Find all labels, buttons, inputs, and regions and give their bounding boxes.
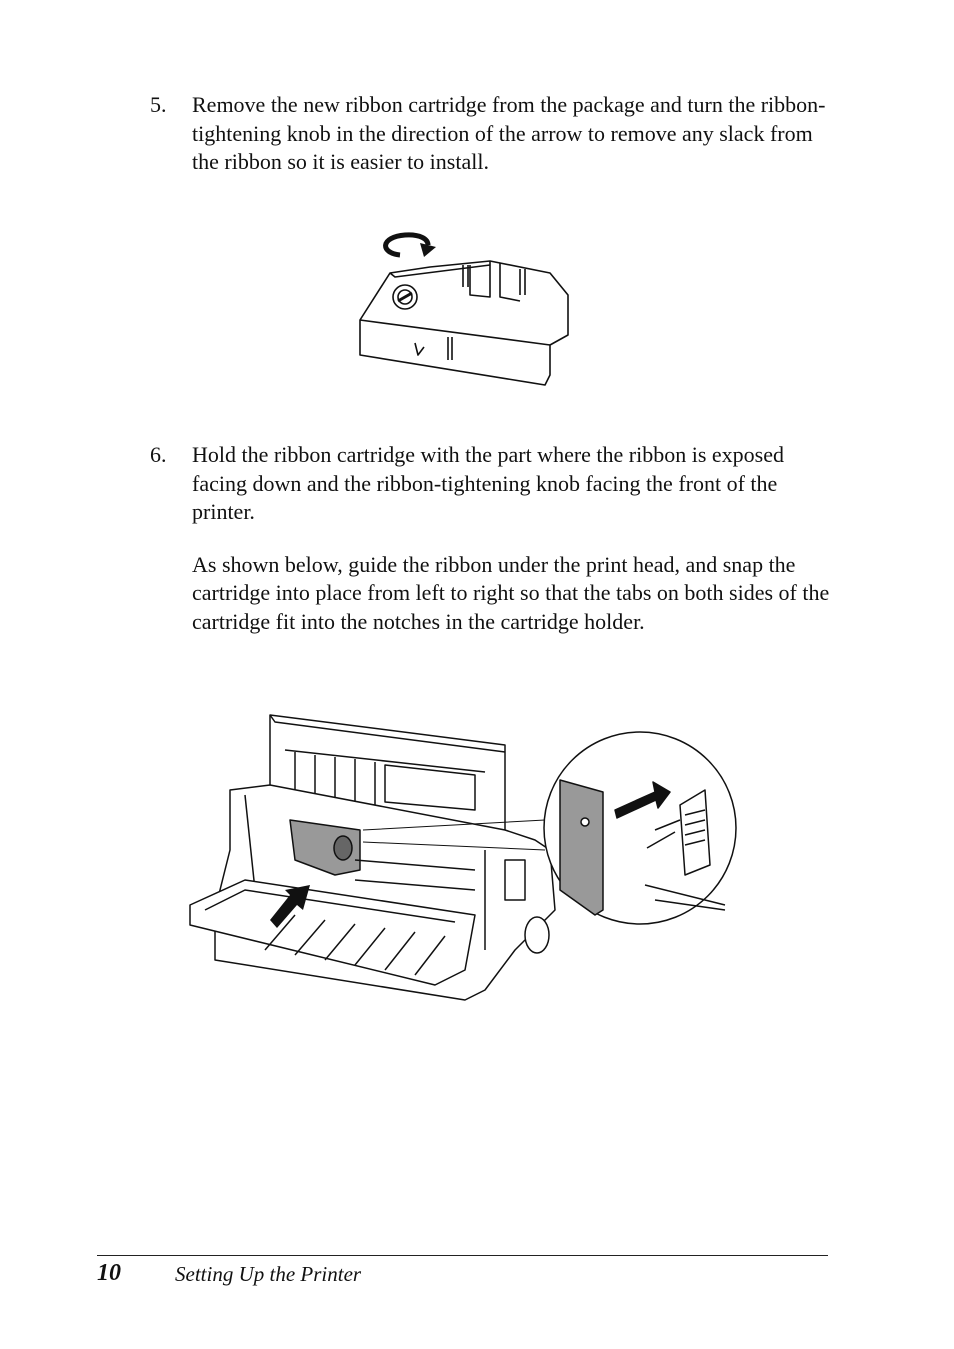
step-paragraph: As shown below, guide the ribbon under the print head, and snap the cartridge into place from left to right so that the tabs on both sides of the cartridge fit into the notches in the cartridge holder. xyxy=(192,551,830,634)
footer-rule xyxy=(97,1255,828,1256)
ribbon-cartridge-illustration xyxy=(350,225,580,390)
step-number: 5. xyxy=(150,92,167,117)
footer-section-title: Setting Up the Printer xyxy=(175,1262,362,1286)
page-number: 10 xyxy=(97,1260,121,1286)
step-6 xyxy=(150,441,840,637)
step-paragraph: Hold the ribbon cartridge with the part where the ribbon is exposed facing down and the ribbon-tightening knob facing the front of the printer. xyxy=(192,442,785,525)
step-5 xyxy=(150,91,840,177)
step-number: 6. xyxy=(150,442,167,467)
step-paragraph: Remove the new ribbon cartridge from the package and turn the ribbon-tightening knob in the direction of the arrow to remove any slack from the ribbon so it is easier to install. xyxy=(192,92,826,175)
printer-cartridge-install-illustration xyxy=(185,710,745,1010)
